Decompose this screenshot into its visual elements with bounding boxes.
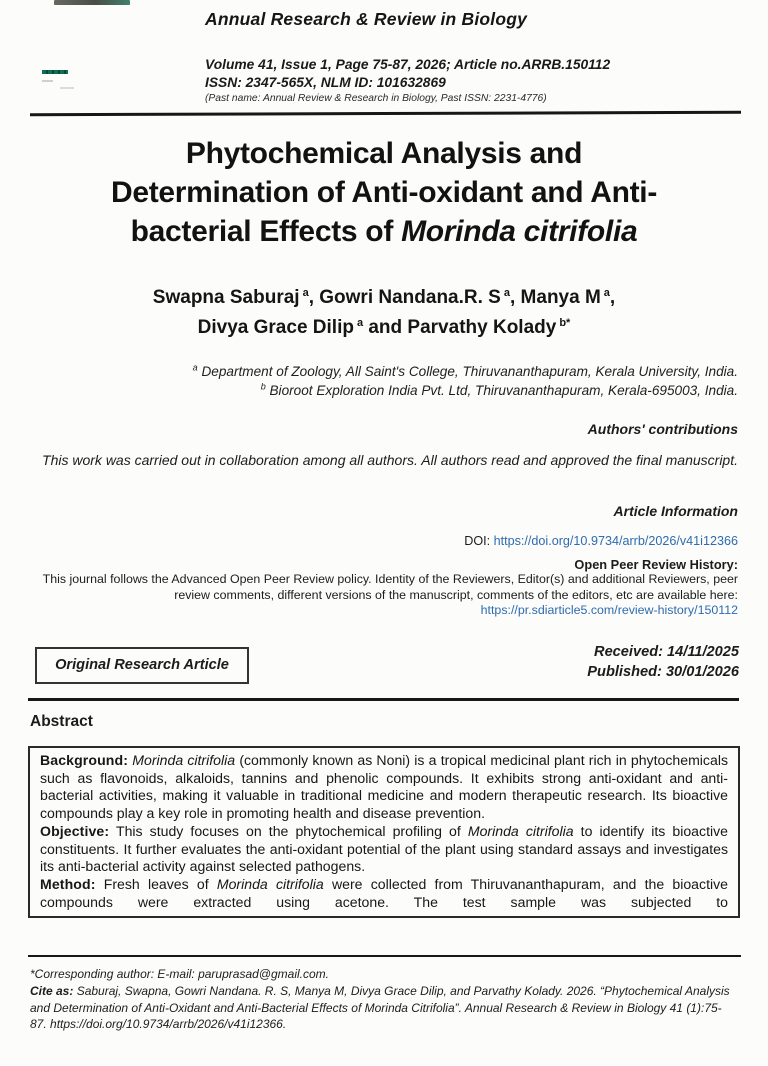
author-separator: ,: [609, 287, 616, 308]
species-name-italic: Morinda citrifolia: [132, 752, 236, 768]
abstract-box: [28, 746, 740, 918]
article-type-badge: Original Research Article: [35, 647, 249, 684]
affiliation-mark: b: [260, 381, 266, 392]
author-affiliation-mark: a: [356, 316, 364, 329]
author-name: Parvathy Kolady: [407, 317, 557, 338]
abstract-background-paragraph: [40, 752, 728, 823]
author-name: Gowri Nandana.R. S: [319, 287, 501, 308]
abstract-text: were collected from Thiruvananthapuram, and the bioactive compounds were extracted using acetone. The test sample was subjected to: [40, 875, 728, 910]
abstract-background-label: Background:: [40, 752, 129, 768]
author-name: Divya Grace Dilip: [197, 317, 354, 338]
article-title-line2: Determination of Anti-oxidant and Anti-: [110, 176, 658, 209]
affiliation-text: Department of Zoology, All Saint's College, Thiruvananthapuram, Kerala University, India.: [197, 364, 738, 379]
affiliation-text: Bioroot Exploration India Pvt. Ltd, Thiruvananthapuram, Kerala-695003, India.: [265, 383, 738, 398]
scan-artifact-logo-fragment: [42, 70, 68, 74]
doi-label: DOI:: [464, 534, 494, 548]
authors-contributions-text: This work was carried out in collaboration among all authors. All authors read and approved the final manuscript.: [42, 452, 738, 468]
article-title-species: Morinda citrifolia: [401, 215, 638, 248]
received-date: Received: 14/11/2025: [594, 644, 739, 660]
abstract-text: Fresh leaves of: [95, 875, 217, 892]
abstract-text: This study focuses on the phytochemical profiling of: [109, 822, 468, 839]
affiliation-a: [60, 362, 738, 381]
abstract-method-paragraph: [40, 876, 728, 911]
abstract-method-label: Method:: [40, 875, 96, 892]
author-affiliation-mark: a: [302, 286, 309, 299]
scan-artifact-top-strip: [54, 0, 130, 5]
authors-contributions-heading: Authors' contributions: [587, 421, 738, 437]
header-divider: [30, 111, 741, 116]
citation-note: [30, 983, 737, 1033]
abstract-text: (commonly known as Noni) is a tropical medicinal plant rich in phytochemicals such as flavonoids, alkaloids, tannins and phenolic compounds. It exhibits strong anti-oxidant and anti-bacterial activities, making it valuable in traditional medicine and modern therapeutic research. Its bioactive compounds play a key role in promoting health and disease prevention.: [40, 752, 728, 822]
article-dates: [587, 643, 739, 682]
page-footnote: [30, 966, 737, 1033]
article-information-heading: Article Information: [613, 503, 738, 519]
article-title: [14, 134, 754, 251]
author-separator: ,: [509, 287, 521, 308]
author-separator: and: [363, 317, 408, 338]
abstract-objective-label: Objective:: [40, 822, 110, 839]
article-title-line3-text: bacterial Effects of: [130, 215, 402, 248]
doi-link[interactable]: https://doi.org/10.9734/arrb/2026/v41i12366: [493, 534, 738, 548]
affiliation-list: [60, 362, 738, 400]
author-name: Swapna Saburaj: [152, 287, 300, 308]
open-peer-review-text: This journal follows the Advanced Open Peer Review policy. Identity of the Reviewers, Editor(s) and additional Reviewers, peer review comments, different versions of the manuscript, comments of the editors, etc are available here:: [42, 572, 738, 602]
author-separator: ,: [308, 287, 320, 308]
author-affiliation-mark: a: [503, 286, 510, 299]
volume-issue-info: Volume 41, Issue 1, Page 75-87, 2026; Article no.ARRB.150112: [205, 57, 611, 72]
species-name-italic: Morinda citrifolia: [216, 875, 324, 892]
affiliation-b: [60, 381, 738, 400]
review-history-link[interactable]: https://pr.sdiarticle5.com/review-history/150112: [480, 603, 738, 618]
issn-nlm-info: ISSN: 2347-565X, NLM ID: 101632869: [205, 74, 446, 90]
author-list: [40, 283, 728, 343]
article-title-line3: [14, 212, 754, 251]
journal-name: Annual Research & Review in Biology: [205, 9, 528, 29]
author-affiliation-mark: b*: [559, 316, 571, 329]
affiliation-mark: a: [192, 362, 198, 373]
abstract-objective-paragraph: [40, 823, 728, 876]
cite-as-label: Cite as:: [30, 983, 74, 998]
doi-line: [464, 534, 738, 548]
scan-artifact-smudge: [60, 87, 74, 89]
author-name: Manya M: [520, 287, 601, 308]
footer-divider: [28, 955, 741, 957]
author-affiliation-mark: a: [603, 286, 610, 299]
open-peer-review-section: [30, 557, 738, 619]
abstract-text: to identify its bioactive constituents. It further evaluates the anti-oxidant potential of the plant using standard assays and investigates its anti-bacterial activity against selected pathogens.: [40, 822, 728, 875]
corresponding-author-note: *Corresponding author: E-mail: paruprasad@gmail.com.: [30, 967, 329, 981]
journal-masthead: [205, 9, 750, 106]
published-date: Published: 30/01/2026: [587, 663, 739, 680]
abstract-heading: Abstract: [30, 713, 93, 730]
species-name-italic: Morinda citrifolia: [467, 822, 574, 839]
open-peer-review-heading: Open Peer Review History:: [574, 557, 738, 572]
scan-artifact-smudge: [42, 80, 53, 82]
cite-as-text: Saburaj, Swapna, Gowri Nandana. R. S, Manya M, Divya Grace Dilip, and Parvathy Kolady. 2026. “Phytochemical Analysis and Determination of Anti-Oxidant and Anti-Bacterial Effects of Morinda Citrifolia”. Annual Research & Review in Biology 41 (1):75-87. https://doi.org/10.9734/arrb/2026/v41i12366.: [30, 983, 730, 1032]
past-name-info: (Past name: Annual Review & Research in Biology, Past ISSN: 2231-4776): [205, 93, 547, 104]
article-title-line1: Phytochemical Analysis and: [185, 137, 583, 170]
section-divider: [28, 698, 739, 701]
